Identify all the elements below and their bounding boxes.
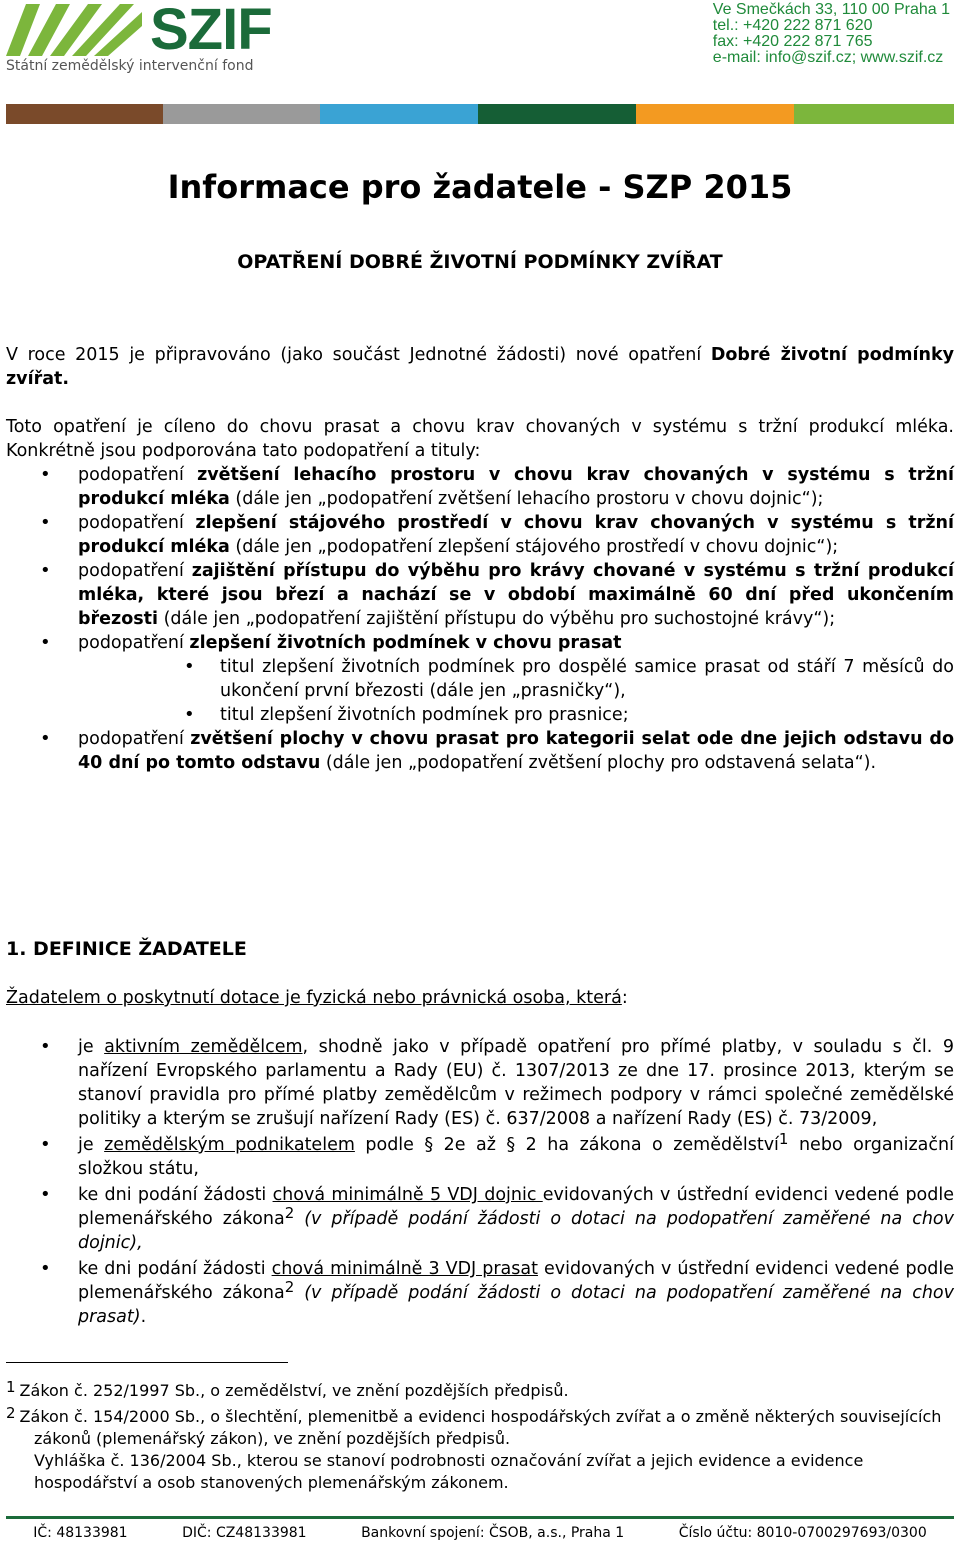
item-underlined: chová minimálně 3 VDJ prasat xyxy=(271,1259,538,1279)
item-underlined: aktivním zemědělcem xyxy=(104,1037,303,1057)
intro-paragraph-1 xyxy=(6,343,954,391)
stripe-segment xyxy=(163,104,320,124)
stripe-segment xyxy=(636,104,794,124)
footer-divider xyxy=(6,1516,954,1519)
stripe-segment xyxy=(794,104,954,124)
stripe-segment xyxy=(478,104,636,124)
intro-paragraph-2: Toto opatření je cíleno do chovu prasat a chovu krav chovaných v systému s tržní produkcí mléka. Konkrétně jsou podporována tato podopatření a tituly: xyxy=(6,417,954,461)
intro-bold-text: Dobré životní podmínky zvířat. xyxy=(6,345,954,389)
section-lead xyxy=(6,986,628,1010)
list-item xyxy=(6,631,954,727)
stripe-segment xyxy=(320,104,478,124)
page-subtitle: OPATŘENÍ DOBRÉ ŽIVOTNÍ PODMÍNKY ZVÍŘAT xyxy=(237,251,723,273)
color-stripe xyxy=(6,104,954,124)
item-text: je xyxy=(78,1037,105,1057)
field-stripes-icon xyxy=(6,4,142,56)
szif-logo xyxy=(6,2,276,74)
lead-text: Žadatelem o poskytnutí dotace je fyzická nebo právnická osoba, která xyxy=(6,988,622,1008)
stripe-segment xyxy=(6,104,163,124)
item-underlined: zemědělským podnikatelem xyxy=(104,1135,355,1155)
item-bold: zajištění přístupu do výběhu pro krávy chované v systému s tržní produkcí mléka, které jsou březí a nachází se v období maximálně 60 dní před ukončením březosti xyxy=(78,561,955,629)
contact-address: Ve Smečkách 33, 110 00 Praha 1 xyxy=(712,1,950,18)
footer xyxy=(6,1525,954,1541)
sub-list-item: • titul zlepšení životních podmínek pro prasnice; xyxy=(78,703,954,727)
item-bold: zlepšení životních podmínek v chovu prasat xyxy=(189,633,622,653)
item-text: , shodně jako v případě opatření pro přímé platby, v souladu s čl. 9 nařízení Evropského parlamentu a Rady (EU) č. 1307/2013 ze dne 17. prosince 2013, kterým se stanoví pravidla pro přímé platby zemědělcům v režimech podpory v rámci společné zemědělské politiky a kterým se zrušují nařízení Rady (ES) č. 637/2008 a nařízení Rady (ES) č. 73/2009, xyxy=(78,1037,954,1129)
applicant-criteria-list xyxy=(6,1035,954,1329)
footer-bank: Bankovní spojení: ČSOB, a.s., Praha 1 xyxy=(361,1525,625,1541)
item-text: podopatření xyxy=(78,513,196,533)
footnote-ref[interactable]: 1 xyxy=(778,1130,789,1148)
section-heading: 1. DEFINICE ŽADATELE xyxy=(6,938,247,960)
list-item xyxy=(6,511,954,559)
item-bold: zvětšení lehacího prostoru v chovu krav chovaných v systému s tržní produkcí mléka xyxy=(78,465,954,509)
list-item xyxy=(6,1183,954,1255)
item-text: (dále jen „podopatření zajištění přístupu do výběhu pro suchostojné krávy“); xyxy=(158,609,836,629)
contact-block xyxy=(713,2,950,66)
logo-subtitle: Státní zemědělský intervenční fond xyxy=(6,58,254,74)
item-text: je xyxy=(78,1135,105,1155)
item-text: podopatření xyxy=(78,633,190,653)
item-italic: (v případě podání žádosti o dotaci na podopatření zaměřené na chov dojnic), xyxy=(78,1209,954,1253)
item-text: podopatření xyxy=(78,465,198,485)
item-underlined: chová minimálně 5 VDJ dojnic xyxy=(272,1185,543,1205)
item-text: nebo organizační složkou státu, xyxy=(78,1135,954,1179)
footnote-ref[interactable]: 2 xyxy=(284,1278,295,1296)
footer-dic: DIČ: CZ48133981 xyxy=(182,1525,307,1541)
footer-ico: IČ: 48133981 xyxy=(33,1525,128,1541)
measures-list xyxy=(6,463,954,775)
footer-account: Číslo účtu: 8010-0700297693/0300 xyxy=(678,1525,927,1541)
item-text: (dále jen „podopatření zlepšení stájového prostředí v chovu dojnic“); xyxy=(229,537,839,557)
item-text: podopatření xyxy=(78,561,192,581)
footnote-text: Zákon č. 154/2000 Sb., o šlechtění, plemenitbě a evidenci hospodářských zvířat a o změně některých souvisejících zákonů (plemenářský zákon), ve znění pozdějších předpisů. xyxy=(19,1407,942,1448)
item-bold: zvětšení plochy v chovu prasat pro kategorii selat ode dne jejich odstavu do 40 dní po tomto odstavu xyxy=(78,729,954,773)
item-text: podopatření xyxy=(78,729,191,749)
footnote-2-continued: Vyhláška č. 136/2004 Sb., kterou se stanoví podrobnosti označování zvířat a jejich evidence a evidence hospodářství a osob stanovených plemenářským zákonem. xyxy=(34,1451,864,1492)
footnote-ref[interactable]: 2 xyxy=(284,1204,295,1222)
list-item xyxy=(6,727,954,775)
footnote-divider xyxy=(6,1362,288,1363)
footnote-number: 1 xyxy=(6,1378,16,1396)
item-text: ke dni podání žádosti xyxy=(78,1259,272,1279)
footnote-number: 2 xyxy=(6,1404,16,1422)
list-item xyxy=(6,1035,954,1131)
item-text: (dále jen „podopatření zvětšení plochy pro odstavená selata“). xyxy=(320,753,877,773)
list-item xyxy=(6,463,954,511)
intro-text: V roce 2015 je připravováno (jako součást Jednotné žádosti) nové opatření xyxy=(6,345,711,365)
contact-email[interactable]: e-mail: info@szif.cz; www.szif.cz xyxy=(712,49,944,66)
item-text: evidovaných v ústřední evidenci vedené podle plemenářského zákona xyxy=(78,1185,954,1229)
list-item xyxy=(6,1257,954,1329)
item-text: ke dni podání žádosti xyxy=(78,1185,273,1205)
sub-list-item: • titul zlepšení životních podmínek pro dospělé samice prasat od stáří 7 měsíců do ukončení první březosti (dále jen „prasničky“), xyxy=(78,655,954,703)
contact-tel: tel.: +420 222 871 620 xyxy=(712,17,873,34)
item-text: podle § 2e až § 2 ha zákona o zemědělství xyxy=(354,1135,779,1155)
footnote-2 xyxy=(6,1406,954,1450)
footnote-text: Zákon č. 252/1997 Sb., o zemědělství, ve znění pozdějších předpisů. xyxy=(19,1381,569,1400)
page-title: Informace pro žadatele - SZP 2015 xyxy=(167,168,793,206)
logo-wordmark: SZIF xyxy=(150,0,272,62)
item-text: (dále jen „podopatření zvětšení lehacího prostoru v chovu dojnic“); xyxy=(229,489,824,509)
sub-list xyxy=(78,655,954,727)
item-text: . xyxy=(140,1307,147,1327)
footnote-1 xyxy=(6,1380,954,1402)
item-text: evidovaných v ústřední evidenci vedené podle plemenářského zákona xyxy=(78,1259,955,1303)
list-item xyxy=(6,559,954,631)
item-bold: zlepšení stájového prostředí v chovu krav chovaných v systému s tržní produkcí mléka xyxy=(78,513,954,557)
contact-fax: fax: +420 222 871 765 xyxy=(712,33,873,50)
item-italic: (v případě podání žádosti o dotaci na podopatření zaměřené na chov prasat) xyxy=(78,1283,954,1327)
list-item xyxy=(6,1130,954,1181)
lead-colon: : xyxy=(621,988,628,1008)
